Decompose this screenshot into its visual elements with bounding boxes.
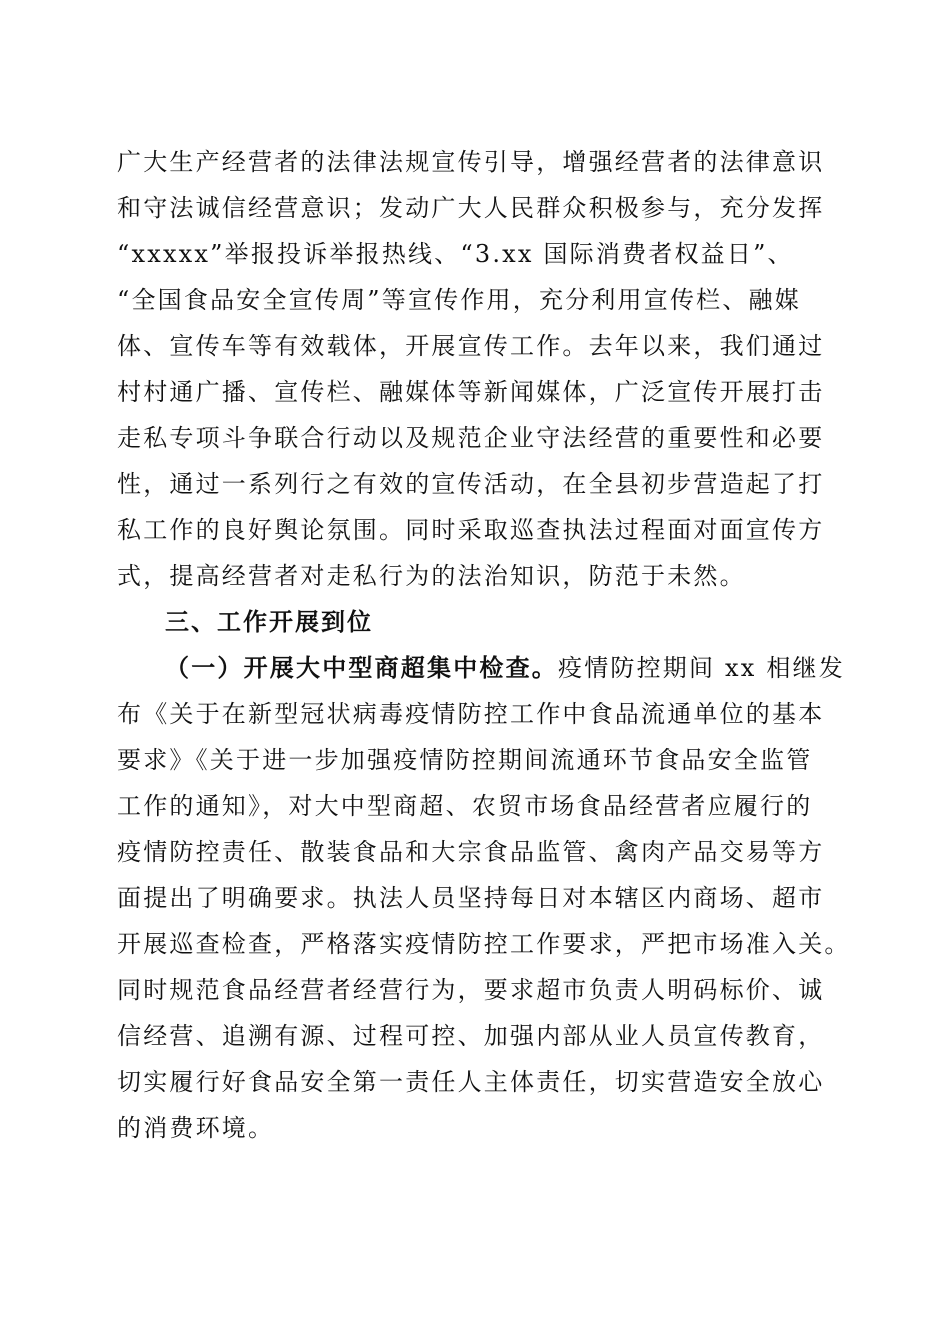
paragraph-line: 布《关于在新型冠状病毒疫情防控工作中食品流通单位的基本 xyxy=(117,700,825,728)
paragraph-line: 疫情防控责任、散装食品和大宗食品监管、禽肉产品交易等方 xyxy=(117,838,825,866)
paragraph-line: 广大生产经营者的法律法规宣传引导，增强经营者的法律意识 xyxy=(117,148,825,176)
paragraph-line: 面提出了明确要求。执法人员坚持每日对本辖区内商场、超市 xyxy=(117,884,825,912)
paragraph-line: 体、宣传车等有效载体，开展宣传工作。去年以来，我们通过 xyxy=(117,332,825,360)
paragraph-line: 要求》《关于进一步加强疫情防控期间流通环节食品安全监管 xyxy=(117,746,813,774)
paragraph-line: 走私专项斗争联合行动以及规范企业守法经营的重要性和必要 xyxy=(117,424,825,452)
paragraph-line: 性，通过一系列行之有效的宣传活动，在全县初步营造起了打 xyxy=(117,470,825,498)
paragraph-line: 村村通广播、宣传栏、融媒体等新闻媒体，广泛宣传开展打击 xyxy=(117,378,825,406)
paragraph-line: 的消费环境。 xyxy=(117,1114,275,1142)
paragraph-line: 切实履行好食品安全第一责任人主体责任，切实营造安全放心 xyxy=(117,1068,825,1096)
paragraph-line: 开展巡查检查，严格落实疫情防控工作要求，严把市场准入关。 xyxy=(117,930,851,958)
paragraph-first-line xyxy=(165,645,845,691)
section-heading: 三、工作开展到位 xyxy=(165,608,373,636)
paragraph-line: 和守法诚信经营意识；发动广大人民群众积极参与，充分发挥 xyxy=(117,194,825,222)
paragraph-line: “全国食品安全宣传周”等宣传作用，充分利用宣传栏、融媒 xyxy=(117,286,801,314)
paragraph-first-line-text: 疫情防控期间 xx 相继发 xyxy=(558,654,845,682)
paragraph-line: 同时规范食品经营者经营行为，要求超市负责人明码标价、诚 xyxy=(117,976,825,1004)
paragraph-line: “xxxxx”举报投诉举报热线、“3.xx 国际消费者权益日”、 xyxy=(117,240,794,268)
paragraph-line: 私工作的良好舆论氛围。同时采取巡查执法过程面对面宣传方 xyxy=(117,516,825,544)
paragraph-line: 工作的通知》，对大中型商超、农贸市场食品经营者应履行的 xyxy=(117,792,813,820)
paragraph-line: 信经营、追溯有源、过程可控、加强内部从业人员宣传教育， xyxy=(117,1022,825,1050)
sub-heading: （一）开展大中型商超集中检查。 xyxy=(165,654,558,682)
paragraph-line: 式，提高经营者对走私行为的法治知识，防范于未然。 xyxy=(117,562,746,590)
